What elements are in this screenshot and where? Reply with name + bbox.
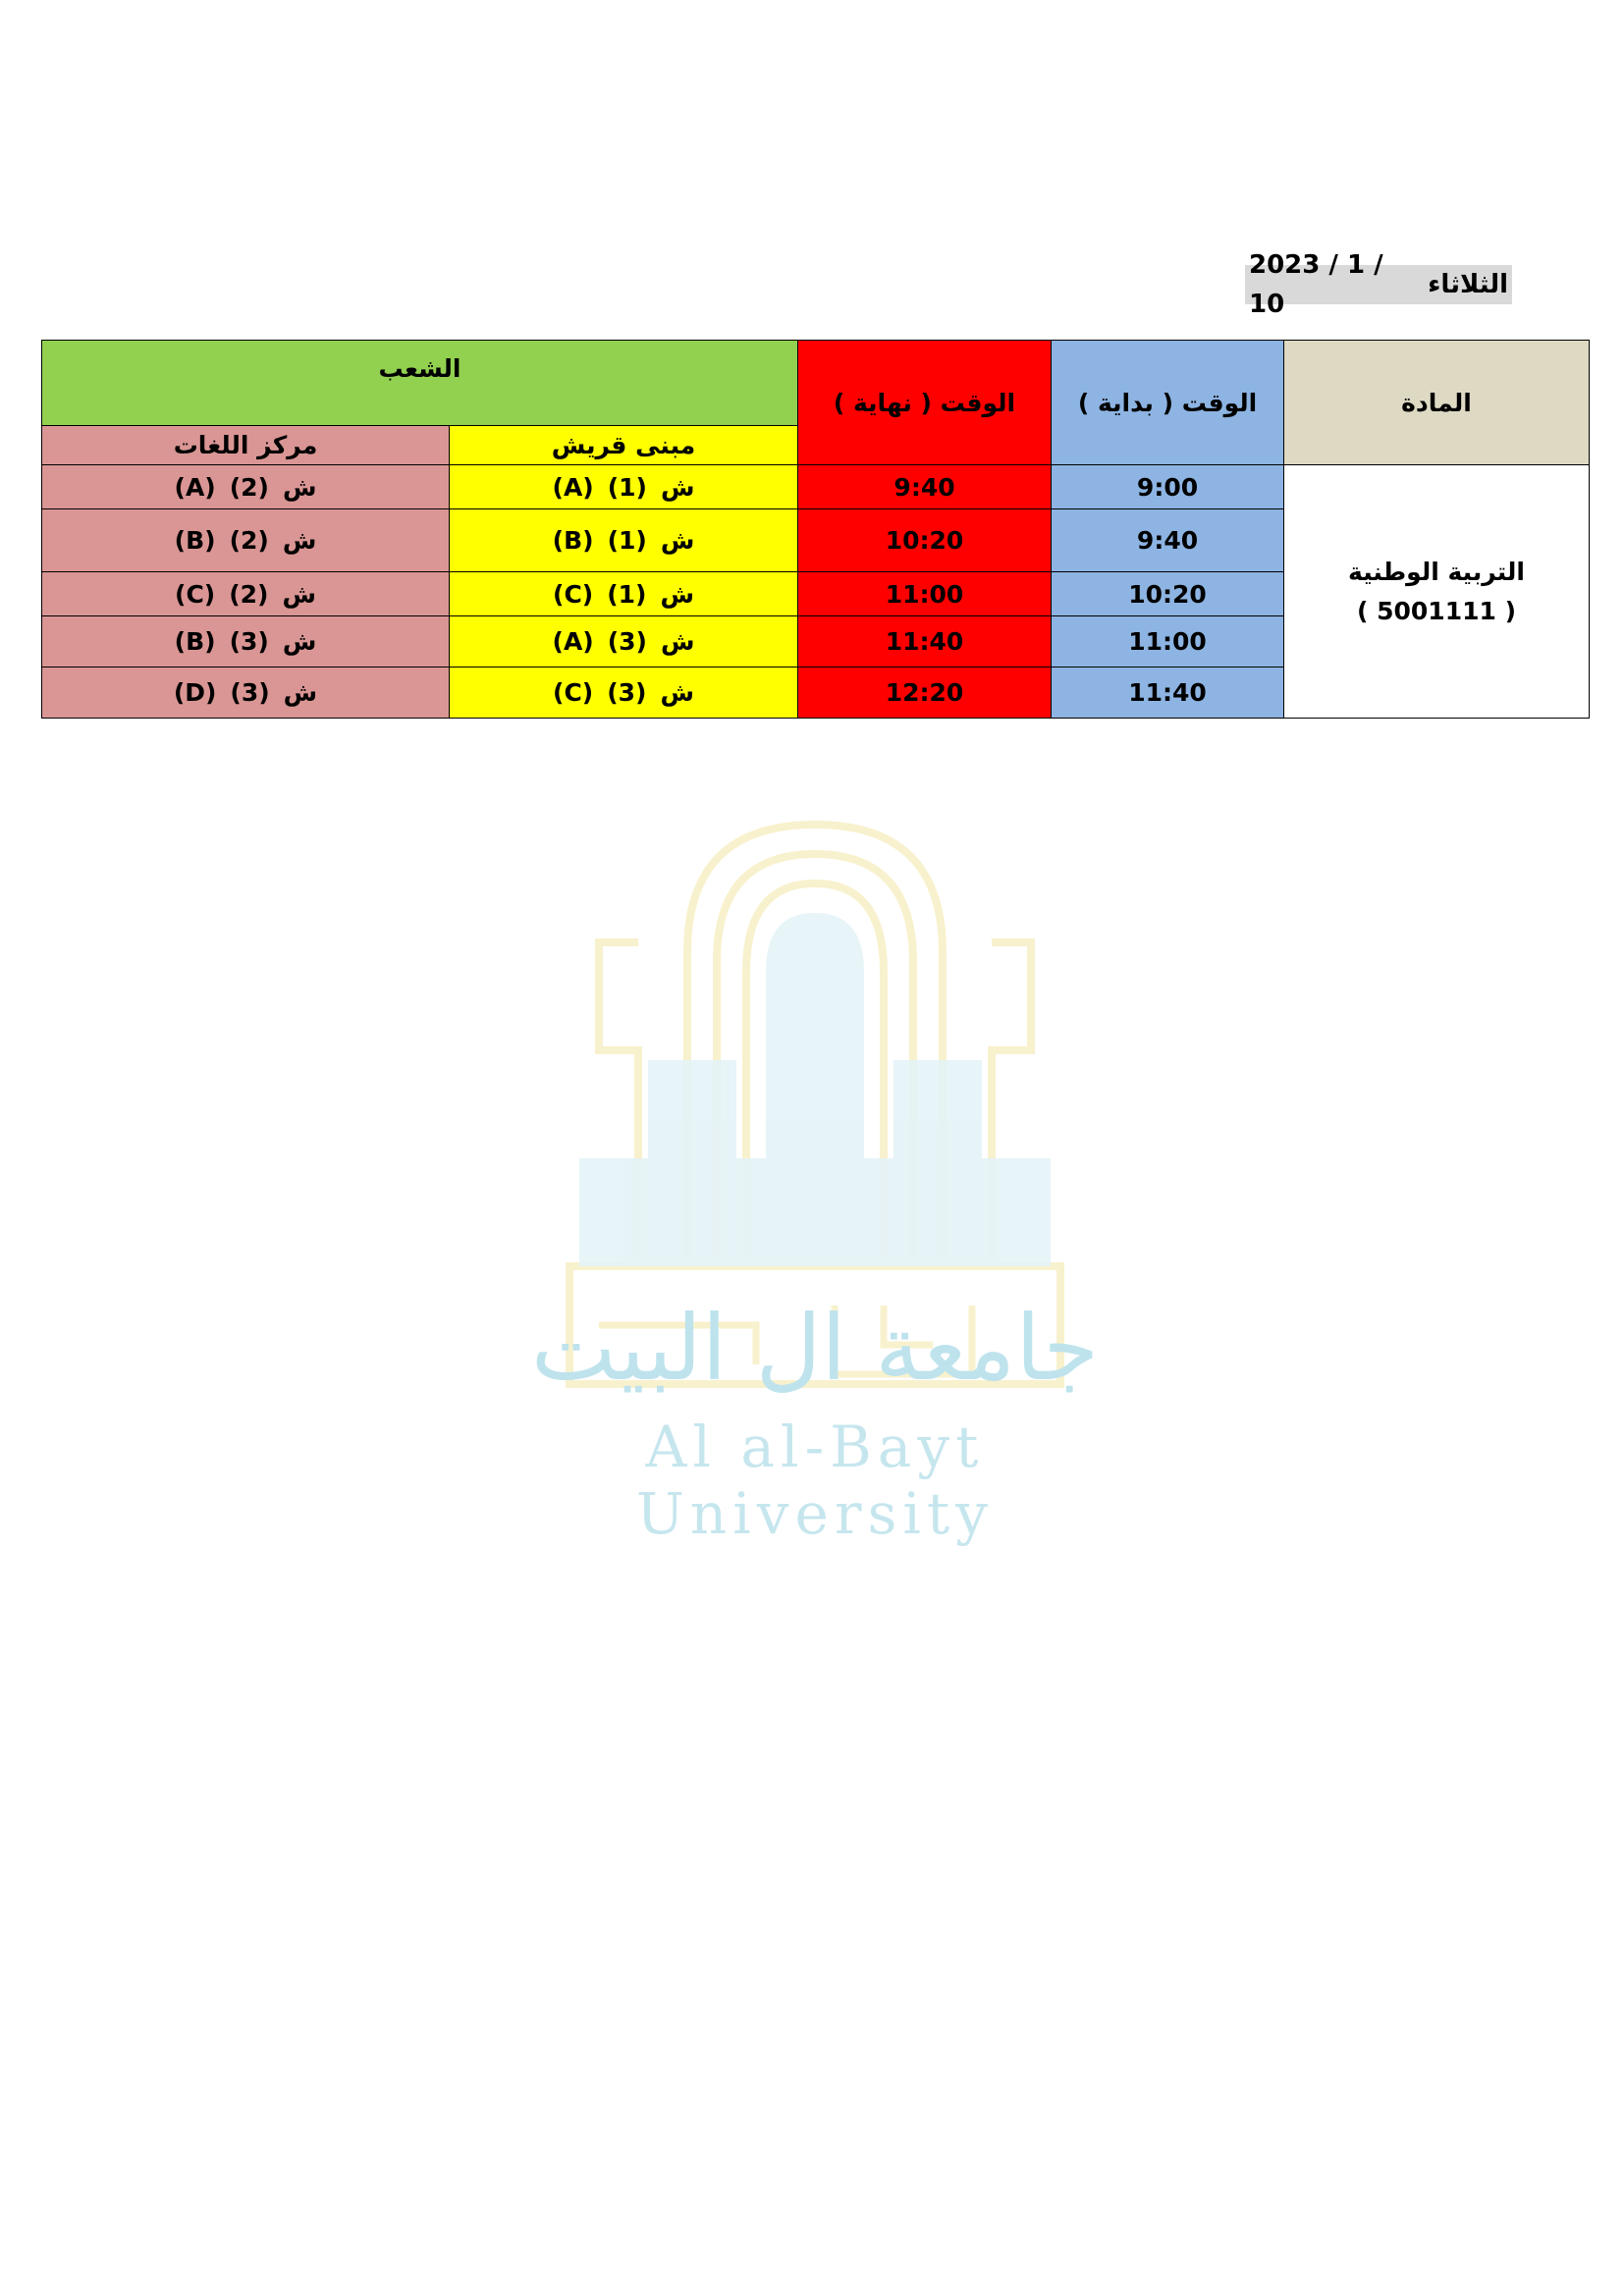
- end-time-cell: 11:40: [798, 616, 1052, 667]
- exam-date: 2023 / 1 / 10: [1249, 250, 1383, 319]
- qurayish-building-header: مبنى قريش: [450, 426, 798, 465]
- start-time-cell: 11:40: [1052, 667, 1284, 719]
- language-center-header: مركز اللغات: [42, 426, 450, 465]
- sections-header: الشعب: [42, 341, 798, 426]
- subject-code: ( 5001111 ): [1356, 596, 1517, 625]
- start-time-cell: 11:00: [1052, 616, 1284, 667]
- language-center-section: ش (2) (B): [42, 509, 450, 572]
- watermark-arabic-name: جامعة ال البيت: [530, 1296, 1100, 1401]
- exam-schedule-table: [41, 340, 1590, 719]
- end-time-cell: 11:00: [798, 572, 1052, 616]
- subject-header: المادة: [1284, 341, 1590, 465]
- subject-name: التربية الوطنية: [1348, 557, 1525, 586]
- exam-date-line: [1245, 250, 1512, 319]
- header-row: [42, 341, 1590, 426]
- watermark-english-name: Al al-Bayt University: [636, 1414, 994, 1547]
- start-time-cell: 9:00: [1052, 465, 1284, 509]
- table-row: [42, 465, 1590, 509]
- start-time-cell: 10:20: [1052, 572, 1284, 616]
- end-time-cell: 9:40: [798, 465, 1052, 509]
- end-time-header: الوقت ( نهاية ): [798, 341, 1052, 465]
- exam-day: الثلاثاء: [1428, 270, 1508, 299]
- language-center-section: ش (2) (A): [42, 465, 450, 509]
- start-time-header: الوقت ( بداية ): [1052, 341, 1284, 465]
- qurayish-section: ش (1) (A): [450, 465, 798, 509]
- qurayish-section: ش (3) (C): [450, 667, 798, 719]
- qurayish-section: ش (1) (B): [450, 509, 798, 572]
- subject-cell: [1284, 465, 1590, 719]
- end-time-cell: 10:20: [798, 509, 1052, 572]
- qurayish-section: ش (3) (A): [450, 616, 798, 667]
- language-center-section: ش (2) (C): [42, 572, 450, 616]
- end-time-cell: 12:20: [798, 667, 1052, 719]
- language-center-section: ش (3) (B): [42, 616, 450, 667]
- start-time-cell: 9:40: [1052, 509, 1284, 572]
- language-center-section: ش (3) (D): [42, 667, 450, 719]
- qurayish-section: ش (1) (C): [450, 572, 798, 616]
